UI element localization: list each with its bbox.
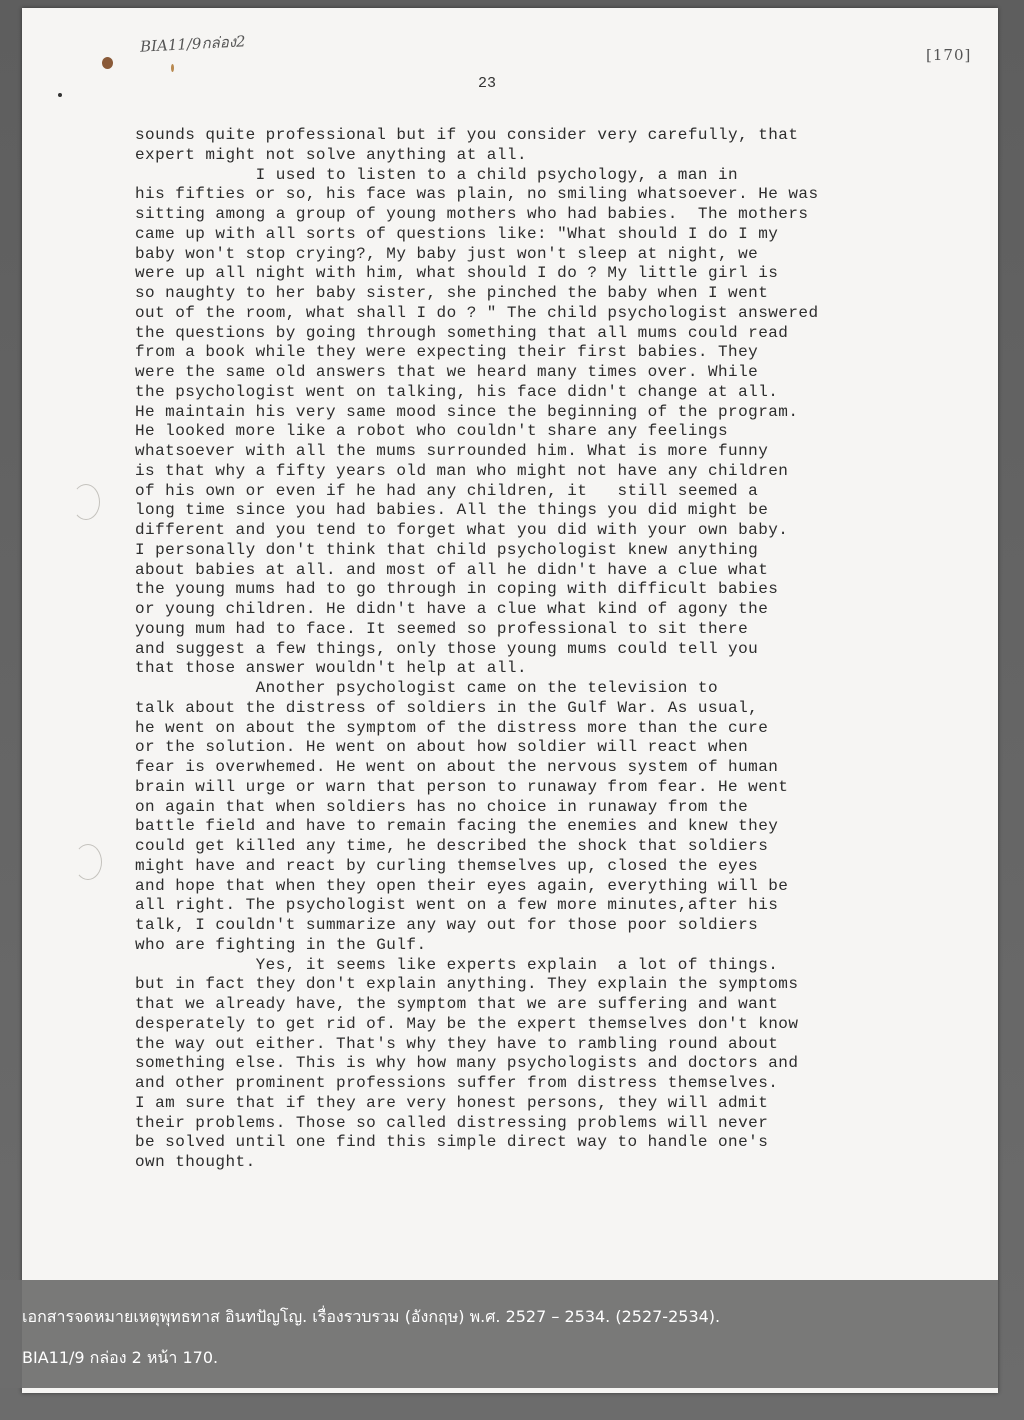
text-line: fear is overwhemed. He went on about the nervous system of human — [135, 758, 779, 776]
text-line: their problems. Those so called distressing problems will never — [135, 1113, 769, 1132]
handwritten-archive-number: [170] — [926, 46, 972, 64]
typed-body-text — [135, 126, 975, 1173]
document-page — [22, 8, 998, 1393]
text-line: talk, I couldn't summarize any way out for those poor soldiers — [135, 916, 759, 934]
text-line: I used to listen to a child psychology, a man in — [135, 165, 739, 184]
text-line: and hope that when they open their eyes again, everything will be — [135, 876, 789, 895]
text-line: so naughty to her baby sister, she pinched the baby when I went — [135, 284, 769, 302]
page-number: 23 — [478, 75, 497, 92]
punch-hole-mark — [72, 484, 100, 520]
text-line: brain will urge or warn that person to runaway from fear. He went — [135, 777, 789, 796]
text-line: the young mums had to go through in coping with difficult babies — [135, 580, 779, 599]
text-line: battle field and have to remain facing the enemies and knew they — [135, 817, 779, 836]
text-line: expert might not solve anything at all. — [135, 145, 528, 164]
text-line: I personally don't think that child psychologist knew anything — [135, 540, 759, 559]
text-line: and other prominent professions suffer from distress themselves. — [135, 1074, 779, 1092]
text-line: that those answer wouldn't help at all. — [135, 659, 528, 678]
text-line: sitting among a group of young mothers who had babies. The mothers — [135, 205, 809, 223]
stain-mark — [58, 93, 62, 97]
text-line: or the solution. He went on about how soldier will react when — [135, 738, 749, 757]
text-line: out of the room, what shall I do ? " The child psychologist answered — [135, 303, 819, 322]
text-line: different and you tend to forget what you did with your own baby. — [135, 521, 789, 539]
text-line: He maintain his very same mood since the beginning of the program. — [135, 402, 799, 421]
text-line: were up all night with him, what should I do ? My little girl is — [135, 264, 779, 283]
text-line: of his own or even if he had any children, it still seemed a — [135, 481, 759, 500]
text-line: baby won't stop crying?, My baby just won't sleep at night, we — [135, 244, 759, 263]
text-line: Yes, it seems like experts explain a lot of things. — [135, 955, 779, 974]
text-line: desperately to get rid of. May be the expert themselves don't know — [135, 1014, 799, 1033]
text-line: young mum had to face. It seemed so professional to sit there — [135, 619, 749, 638]
text-line: might have and react by curling themselves up, closed the eyes — [135, 856, 759, 875]
text-line: came up with all sorts of questions like: "What should I do I my — [135, 224, 779, 243]
text-line: but in fact they don't explain anything. They explain the symptoms — [135, 975, 799, 994]
text-line: were the same old answers that we heard many times over. While — [135, 363, 759, 381]
text-line: and suggest a few things, only those young mums could tell you — [135, 639, 759, 658]
caption-bar — [0, 1280, 998, 1388]
caption-reference: BIA11/9 กล่อง 2 หน้า 170. — [22, 1348, 219, 1367]
text-line: long time since you had babies. All the things you did might be — [135, 501, 769, 520]
text-line: Another psychologist came on the television to — [135, 679, 718, 697]
text-line: about babies at all. and most of all he didn't have a clue what — [135, 560, 769, 579]
caption-title: เอกสารจดหมายเหตุพุทธทาส อินทปัญโญ. เรื่องรวบรวม (อังกฤษ) พ.ศ. 2527 – 2534. (2527-2534). — [22, 1307, 721, 1326]
handwritten-reference: BIA11/9กล่อง2 — [139, 32, 247, 56]
stain-mark — [102, 57, 113, 69]
text-line: sounds quite professional but if you consider very carefully, that — [135, 126, 799, 144]
text-line: from a book while they were expecting their first babies. They — [135, 343, 759, 362]
text-line: I am sure that if they are very honest persons, they will admit — [135, 1093, 769, 1112]
text-line: own thought. — [135, 1153, 256, 1171]
text-line: could get killed any time, he described the shock that soldiers — [135, 837, 769, 855]
punch-hole-mark — [74, 844, 102, 880]
text-line: who are fighting in the Gulf. — [135, 935, 427, 954]
text-line: all right. The psychologist went on a few more minutes,after his — [135, 896, 779, 915]
text-line: or young children. He didn't have a clue what kind of agony the — [135, 600, 769, 618]
stain-mark — [171, 64, 174, 72]
text-line: be solved until one find this simple direct way to handle one's — [135, 1133, 769, 1152]
text-line: He looked more like a robot who couldn't share any feelings — [135, 422, 729, 441]
text-line: the psychologist went on talking, his face didn't change at all. — [135, 382, 779, 401]
text-line: on again that when soldiers has no choice in runaway from the — [135, 797, 749, 816]
text-line: the way out either. That's why they have to rambling round about — [135, 1034, 779, 1053]
text-line: is that why a fifty years old man who might not have any children — [135, 461, 789, 480]
text-line: his fifties or so, his face was plain, no smiling whatsoever. He was — [135, 185, 819, 204]
text-line: he went on about the symptom of the distress more than the cure — [135, 718, 769, 737]
text-line: the questions by going through something that all mums could read — [135, 323, 789, 342]
text-line: talk about the distress of soldiers in the Gulf War. As usual, — [135, 698, 759, 717]
text-line: whatsoever with all the mums surrounded him. What is more funny — [135, 442, 769, 460]
text-line: something else. This is why how many psychologists and doctors and — [135, 1054, 799, 1073]
text-line: that we already have, the symptom that we are suffering and want — [135, 995, 779, 1013]
